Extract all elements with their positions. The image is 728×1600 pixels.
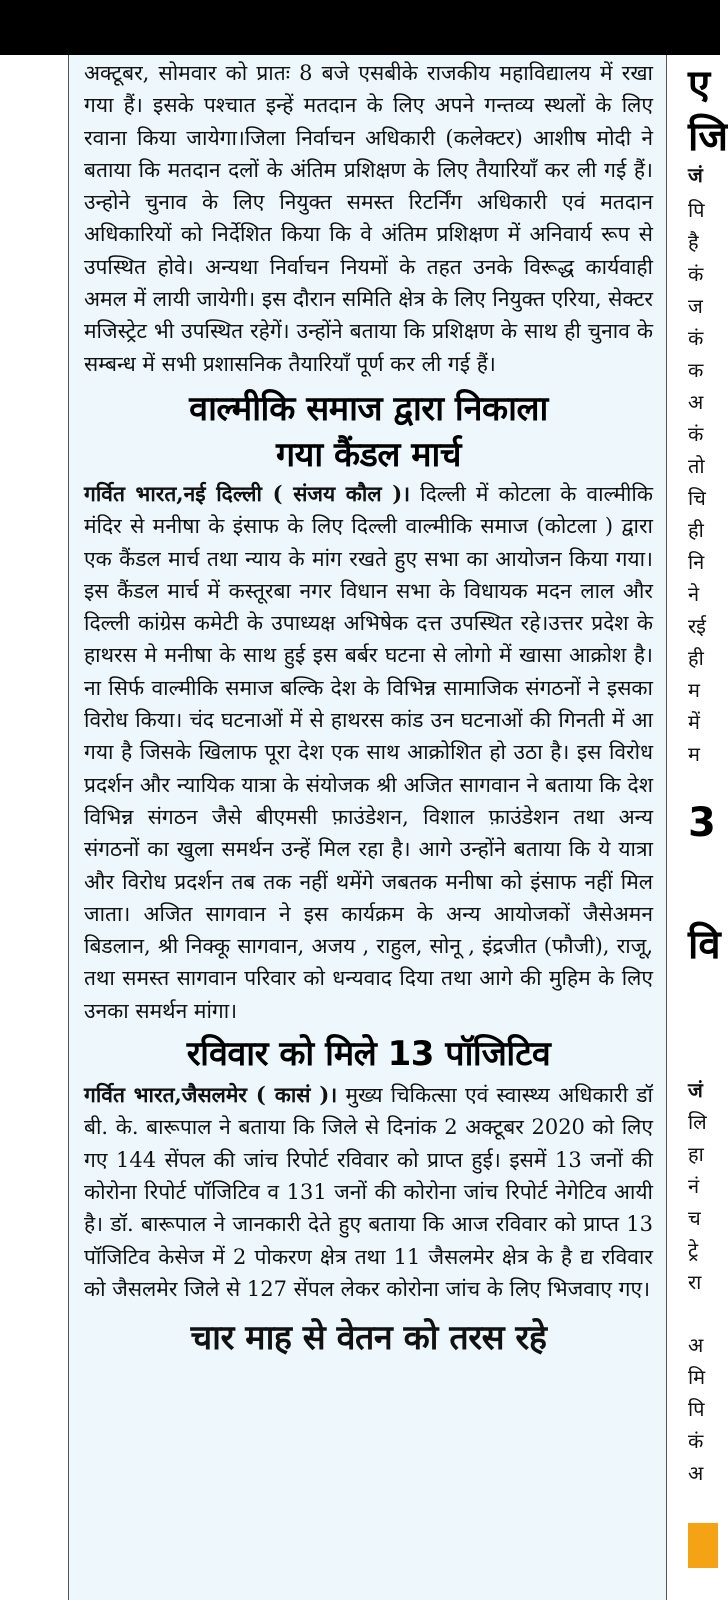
adjacent-line-fragment: नं bbox=[688, 1174, 700, 1198]
article-covid-lead: गर्वित भारत,जैसलमेर ( कासं )। bbox=[84, 1082, 338, 1108]
adjacent-line-fragment: ने bbox=[688, 582, 700, 606]
adjacent-line-fragment: जं bbox=[688, 163, 703, 187]
adjacent-line-fragment: क bbox=[688, 358, 704, 382]
headline-salary-partial: चार माह से वेतन को तरस रहे bbox=[190, 1318, 547, 1359]
column-content bbox=[84, 57, 653, 1361]
adjacent-line-fragment: कं bbox=[688, 422, 704, 446]
adjacent-line-fragment: ही bbox=[688, 518, 704, 542]
adjacent-line-fragment: में bbox=[688, 710, 700, 734]
adjacent-line-fragment: अ bbox=[688, 390, 704, 414]
top-black-bar bbox=[0, 0, 720, 55]
adjacent-line-fragment: मि bbox=[688, 1365, 706, 1389]
main-article-column bbox=[68, 55, 667, 1600]
adjacent-line-fragment: कं bbox=[688, 326, 704, 350]
adjacent-line-fragment: है bbox=[688, 230, 699, 254]
adjacent-line-fragment: म bbox=[688, 742, 700, 766]
adjacent-line-fragment: नि bbox=[688, 550, 705, 574]
article-election-body: अक्टूबर, सोमवार को प्रातः 8 बजे एसबीके राजकीय महाविद्यालय में रखा गया हैं। इसके पश्चात इन्हें मतदान के लिए अपने गन्तव्य स्थलों के लिए रवाना किया जायेगा।जिला निर्वाचन अधिकारी (कलेक्टर) आशीष मोदी ने बताया कि मतदान दलों के अंतिम प्रशिक्षण के लिए तैयारियाँ कर ली गई हैं। उन्होने चुनाव के लिए नियुक्त समस्त रिटर्निंग अधिकारी एवं मतदान अधिकारियों को निर्देशित किया कि वे अंतिम प्रशिक्षण में अनिवार्य रूप से उपस्थित होवे। अन्यथा निर्वाचन नियमों के तहत उनके विरूद्ध कार्यवाही अमल में लायी जायेगी। इस दौरान समिति क्षेत्र के लिए नियुक्त एरिया, सेक्टर मजिस्ट्रेट भी उपस्थित रहेगें। उन्होंने बताया कि प्रशिक्षण के साथ ही चुनाव के सम्बन्ध में सभी प्रशासनिक तैयारियाँ पूर्ण कर ली गई हैं। bbox=[84, 61, 653, 376]
adjacent-line-fragment: कं bbox=[688, 1429, 704, 1453]
adjacent-line-fragment: हा bbox=[688, 1142, 704, 1166]
adjacent-line-fragment: अ bbox=[688, 1461, 704, 1485]
adjacent-line-fragment: पि bbox=[688, 198, 705, 222]
left-margin bbox=[0, 55, 68, 1600]
adjacent-heading-fragment: जि bbox=[688, 114, 728, 160]
adjacent-line-fragment: ही bbox=[688, 646, 704, 670]
adjacent-heading-fragment: वि bbox=[688, 922, 721, 968]
headline-candle-march-line1: वाल्मीकि समाज द्वारा निकाला bbox=[189, 388, 548, 429]
adjacent-line-fragment: जं bbox=[688, 1078, 703, 1102]
headline-covid-positive: रविवार को मिले 13 पॉजिटिव bbox=[186, 1034, 551, 1075]
adjacent-line-fragment: तो bbox=[688, 454, 705, 478]
adjacent-orange-block bbox=[688, 1523, 718, 1568]
adjacent-line-fragment: रई bbox=[688, 614, 706, 638]
adjacent-line-fragment: कं bbox=[688, 262, 704, 286]
adjacent-article-column bbox=[668, 55, 728, 1600]
adjacent-line-fragment: लि bbox=[688, 1110, 707, 1134]
adjacent-line-fragment: ज bbox=[688, 294, 703, 318]
article-candle-march-lead: गर्वित भारत,नई दिल्ली ( संजय कौल )। bbox=[84, 480, 411, 506]
article-candle-march-text: दिल्ली में कोटला के वाल्मीकि मंदिर से मनीषा के इंसाफ के लिए दिल्ली वाल्मीकि समाज (कोटला ) द्वारा एक कैंडल मार्च तथा न्याय के मांग रखते हुए सभा का आयोजन किया गया। इस कैंडल मार्च में कस्तूरबा नगर विधान सभा के विधायक मदन लाल और दिल्ली कांग्रेस कमेटी के उपाध्यक्ष अभिषेक दत्त उपस्थित रहे।उत्तर प्रदेश के हाथरस मे मनीषा के साथ हुई इस बर्बर घटना से लोगो में खासा आक्रोश है। ना सिर्फ वाल्मीकि समाज बल्कि देश के विभिन्न सामाजिक संगठनों ने इसका विरोध किया। चंद घटनाओं में से हाथरस कांड उन घटनाओं की गिनती में आ गया है जिसके खिलाफ पूरा देश एक साथ आक्रोशित हो उठा है। इस विरोध प्रदर्शन और न्यायिक यात्रा के संयोजक श्री अजित सागवान ने बताया कि देश विभिन्न संगठन जैसे बीएमसी फ़ाउंडेशन, विशाल फ़ाउंडेशन तथा अन्य संगठनों का खुला समर्थन उन्हें मिल रहा है। आगे उन्होंने बताया कि ये यात्रा और विरोध प्रदर्शन तब तक नहीं थमेंगे जबतक मनीषा को इंसाफ नहीं मिल जाता। अजित सागवान ने इस कार्यक्रम के अन्य आयोजकों जैसेअमन बिडलान, श्री निक्कू सागवान, अजय , राहुल, सोनू , इंद्रजीत (फौजी), राजू, तथा समस्त सागवान परिवार को धन्यवाद दिया तथा आगे की मुहिम के लिए उनका समर्थन मांगा। bbox=[84, 481, 653, 1023]
article-candle-march-body bbox=[84, 478, 653, 1027]
adjacent-line-fragment: चि bbox=[688, 486, 706, 510]
adjacent-line-fragment: पि bbox=[688, 1397, 705, 1421]
article-covid-body bbox=[84, 1079, 653, 1305]
adjacent-line-fragment: ट्रे bbox=[688, 1238, 699, 1262]
adjacent-heading-fragment: ए bbox=[688, 62, 711, 108]
adjacent-heading-fragment: 3 bbox=[688, 800, 716, 846]
article-covid-text: मुख्य चिकित्सा एवं स्वास्थ्य अधिकारी डॉ बी. के. बारूपाल ने बताया कि जिले से दिनांक 2 अक्टूबर 2020 को लिए गए 144 सेंपल की जांच रिपोर्ट रविवार को प्राप्त हुई। इसमें 13 जनों की कोरोना रिपोर्ट पॉजिटिव व 131 जनों की कोरोना जांच रिपोर्ट नेगेटिव आयी है। डॉ. बारूपाल ने जानकारी देते हुए बताया कि आज रविवार को प्राप्त 13 पॉजिटिव केसेज में 2 पोकरण क्षेत्र तथा 11 जैसलमेर क्षेत्र के है द्य रविवार को जैसलमेर जिले से 127 सेंपल लेकर कोरोना जांच के लिए भिजवाए गए। bbox=[84, 1083, 653, 1301]
adjacent-line-fragment: म bbox=[688, 678, 700, 702]
adjacent-line-fragment: अ bbox=[688, 1333, 704, 1357]
adjacent-line-fragment: च bbox=[688, 1206, 701, 1230]
adjacent-line-fragment: रा bbox=[688, 1270, 702, 1294]
headline-candle-march-line2: गया कैंडल मार्च bbox=[276, 434, 461, 475]
headline-candle-march bbox=[84, 386, 653, 478]
